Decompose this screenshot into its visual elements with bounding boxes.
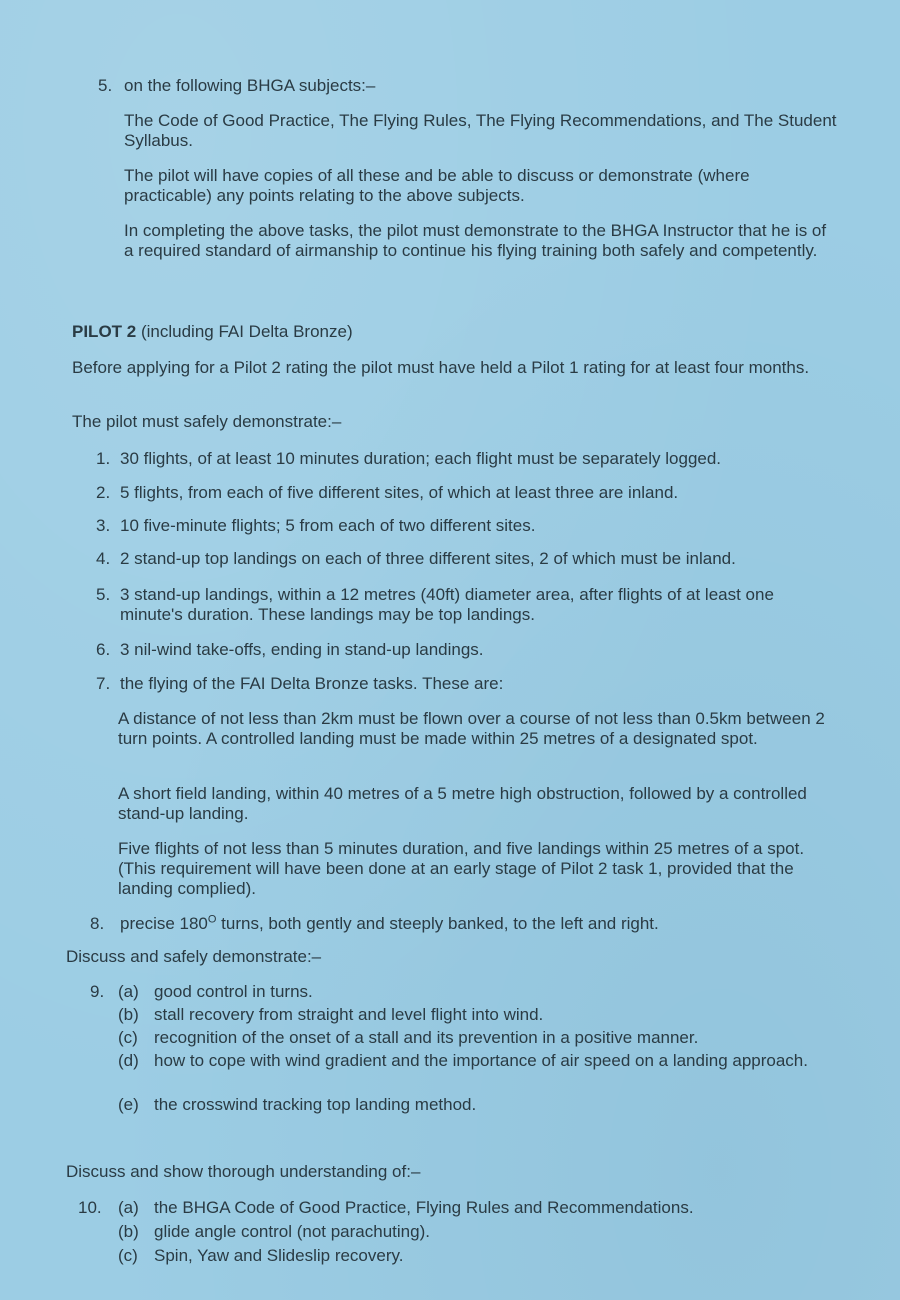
pilot2-item-7 [96,674,840,694]
sub-label: (c) [118,1246,138,1265]
sub-text: recognition of the onset of a stall and its prevention in a positive manner. [154,1028,699,1047]
pilot2-item-4 [96,549,840,569]
item-number: 4. [96,549,111,568]
item-number: 6. [96,640,111,659]
sub-label: (d) [118,1051,139,1070]
pilot2-item-5 [96,585,840,625]
item-text [120,914,840,934]
copies-paragraph: The pilot will have copies of all these and be able to discuss or demonstrate (where practicable) any points relating to the above subjects. [124,166,750,205]
degree-symbol: O [207,913,217,926]
bronze-five-flights-paragraph: Five flights of not less than 5 minutes duration, and five landings within 25 metres of a spot. (This requirement will have been done at an early stage of Pilot 2 task 1, provided that the landing complied). [118,839,805,898]
item8-text-post: turns, both gently and steeply banked, to the left and right. [216,914,659,933]
pilot2-item-2 [96,483,840,503]
item-text: 2 stand-up top landings on each of three different sites, 2 of which must be inland. [120,549,736,568]
item-text: 3 nil-wind take-offs, ending in stand-up landings. [120,640,484,659]
pilot2-heading-rest: (including FAI Delta Bronze) [136,322,353,341]
sub-label: (b) [118,1222,139,1241]
item-9a [118,982,840,1005]
item-number: 3. [96,516,111,535]
item-text: the flying of the FAI Delta Bronze tasks. These are: [120,674,504,693]
pilot2-intro: Before applying for a Pilot 2 rating the pilot must have held a Pilot 1 rating for at least four months. [72,358,810,377]
airmanship-paragraph: In completing the above tasks, the pilot must demonstrate to the BHGA Instructor that he is of a required standard of airmanship to continue his flying training both safely and competently. [124,221,827,260]
pilot2-item-1 [96,449,840,469]
item8-text-pre: precise 180 [120,914,208,933]
item-number: 2. [96,483,111,502]
item-number: 5. [96,585,111,604]
bronze-short-field-paragraph: A short field landing, within 40 metres of a 5 metre high obstruction, followed by a controlled stand-up landing. [118,784,807,823]
pilot2-item-6 [96,640,840,660]
sub-text: good control in turns. [154,982,313,1001]
sub-label: (c) [118,1028,138,1047]
sub-text: the crosswind tracking top landing method. [154,1095,477,1114]
item-text: 5 flights, from each of five different sites, of which at least three are inland. [120,483,679,502]
sub-label: (e) [118,1095,139,1114]
sub-text: how to cope with wind gradient and the importance of air speed on a landing approach. [154,1051,808,1070]
item-9b [118,1005,840,1028]
item-number: 5. [98,76,113,95]
discuss-demonstrate-heading: Discuss and safely demonstrate:– [66,947,322,966]
pilot2-item-8 [90,914,840,934]
sub-text: glide angle control (not parachuting). [154,1222,430,1241]
demonstrate-heading: The pilot must safely demonstrate:– [72,412,342,431]
pilot2-heading [72,322,838,342]
item-10c [118,1246,840,1270]
item-text: 10 five-minute flights; 5 from each of two different sites. [120,516,536,535]
item-number: 9. [90,982,105,1001]
item-10a [118,1198,840,1222]
item-9-subitems [118,982,840,1118]
item-number: 8. [90,914,105,933]
item-9c [118,1028,840,1051]
subjects-paragraph: The Code of Good Practice, The Flying Rules, The Flying Recommendations, and The Student Syllabus. [124,111,837,150]
sub-label: (b) [118,1005,139,1024]
sub-text: the BHGA Code of Good Practice, Flying Rules and Recommendations. [154,1198,694,1217]
item-number: 1. [96,449,111,468]
sub-text: Spin, Yaw and Slideslip recovery. [154,1246,404,1265]
bronze-distance-paragraph: A distance of not less than 2km must be flown over a course of not less than 0.5km between 2 turn points. A controlled landing must be made within 25 metres of a designated spot. [118,709,825,748]
discuss-understanding-heading: Discuss and show thorough understanding of:– [66,1162,421,1181]
item-9d [118,1051,840,1095]
sub-label: (a) [118,1198,139,1217]
sub-text: stall recovery from straight and level flight into wind. [154,1005,544,1024]
pilot2-item-9 [90,982,840,1118]
pilot2-item-3 [96,516,840,536]
item-number: 7. [96,674,111,693]
item-text: 3 stand-up landings, within a 12 metres (40ft) diameter area, after flights of at least one minute's duration. These landings may be top landings. [120,585,774,624]
item-10-subitems [118,1198,840,1270]
item-number: 10. [78,1198,102,1217]
item-9e [118,1095,840,1118]
sub-label: (a) [118,982,139,1001]
item-5-bhga-subjects [98,76,838,96]
item-10b [118,1222,840,1246]
pilot2-heading-bold: PILOT 2 [72,322,137,341]
pilot2-item-10 [78,1198,840,1270]
item-text: 30 flights, of at least 10 minutes duration; each flight must be separately logged. [120,449,722,468]
item-text: on the following BHGA subjects:– [124,76,376,95]
